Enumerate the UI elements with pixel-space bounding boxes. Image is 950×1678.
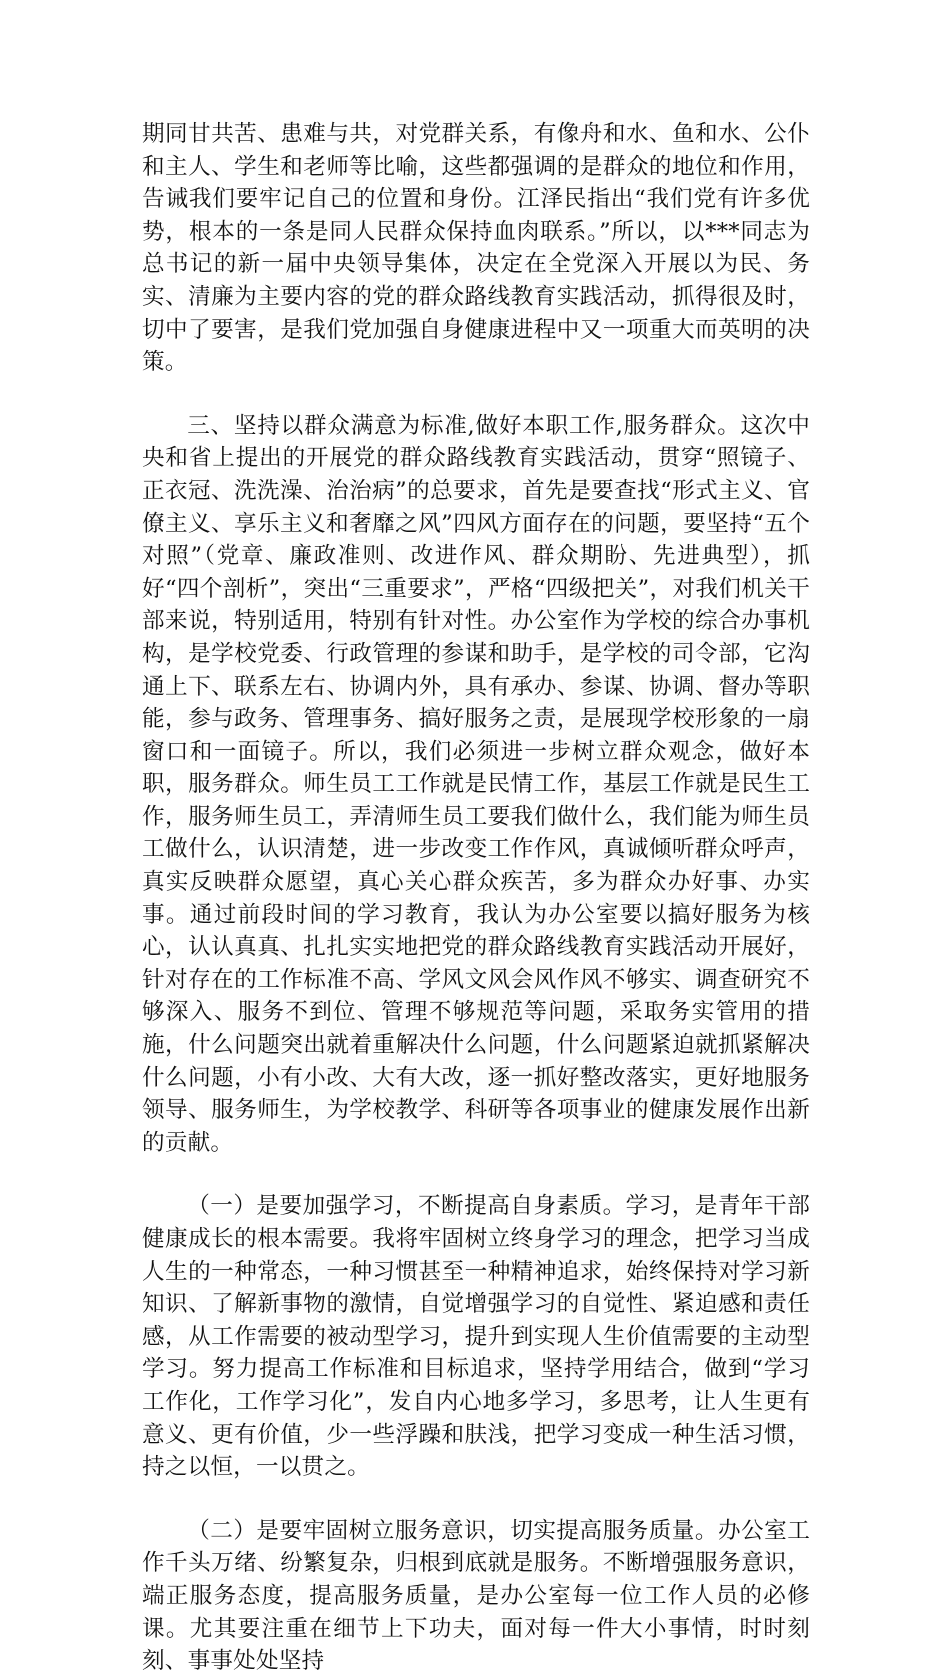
- paragraph-point-one: （一）是要加强学习，不断提高自身素质。学习，是青年干部健康成长的根本需要。我将牢固树立终身学习的理念，把学习当成人生的一种常态，一种习惯甚至一种精神追求，始终保持对学习新知识、了解新事物的激情，自觉增强学习的自觉性、紧迫感和责任感，从工作需要的被动型学习，提升到实现人生价值需要的主动型学习。努力提高工作标准和目标追求，坚持学用结合，做到“学习工作化，工作学习化”，发自内心地多学习，多思考，让人生更有意义、更有价值，少一些浮躁和肤浅，把学习变成一种生活习惯，持之以恒，一以贯之。: [142, 1193, 810, 1481]
- paragraph-point-two: （二）是要牢固树立服务意识，切实提高服务质量。办公室工作千头万绪、纷繁复杂，归根到底就是服务。不断增强服务意识，端正服务态度，提高服务质量，是办公室每一位工作人员的必修课。尤其要注重在细节上下功夫，面对每一件大小事情，时时刻刻、事事处处坚持: [142, 1517, 810, 1675]
- paragraph-intro-continued: 期同甘共苦、患难与共，对党群关系，有像舟和水、鱼和水、公仆和主人、学生和老师等比喻，这些都强调的是群众的地位和作用，告诫我们要牢记自己的位置和身份。江泽民指出“我们党有许多优势，根本的一条是同人民群众保持血肉联系。”所以，以***同志为总书记的新一届中央领导集体，决定在全党深入开展以为民、务实、清廉为主要内容的党的群众路线教育实践活动，抓得很及时，切中了要害，是我们党加强自身健康进程中又一项重大而英明的决策。: [142, 121, 810, 376]
- paragraph-section-three: 三、坚持以群众满意为标准,做好本职工作,服务群众。这次中央和省上提出的开展党的群众路线教育实践活动，贯穿“照镜子、正衣冠、洗洗澡、治治病”的总要求，首先是要查找“形式主义、官僚主义、享乐主义和奢靡之风”四风方面存在的问题，要坚持“五个对照”（党章、廉政准则、改进作风、群众期盼、先进典型），抓好“四个剖析”，突出“三重要求”，严格“四级把关”，对我们机关干部来说，特别适用，特别有针对性。办公室作为学校的综合办事机构，是学校党委、行政管理的参谋和助手，是学校的司令部，它沟通上下、联系左右、协调内外，具有承办、参谋、协调、督办等职能，参与政务、管理事务、搞好服务之责，是展现学校形象的一扇窗口和一面镜子。所以，我们必须进一步树立群众观念，做好本职，服务群众。师生员工工作就是民情工作，基层工作就是民生工作，服务师生员工，弄清师生员工要我们做什么，我们能为师生员工做什么，认识清楚，进一步改变工作作风，真诚倾听群众呼声，真实反映群众愿望，真心关心群众疾苦，多为群众办好事、办实事。通过前段时间的学习教育，我认为办公室要以搞好服务为核心，认认真真、扎扎实实地把党的群众路线教育实践活动开展好，针对存在的工作标准不高、学风文风会风作风不够实、调查研究不够深入、服务不到位、管理不够规范等问题，采取务实管用的措施，什么问题突出就着重解决什么问题，什么问题紧迫就抓紧解决什么问题，小有小改、大有大改，逐一抓好整改落实，更好地服务领导、服务师生，为学校教学、科研等各项事业的健康发展作出新的贡献。: [142, 412, 810, 1156]
- document-page: [142, 118, 810, 1678]
